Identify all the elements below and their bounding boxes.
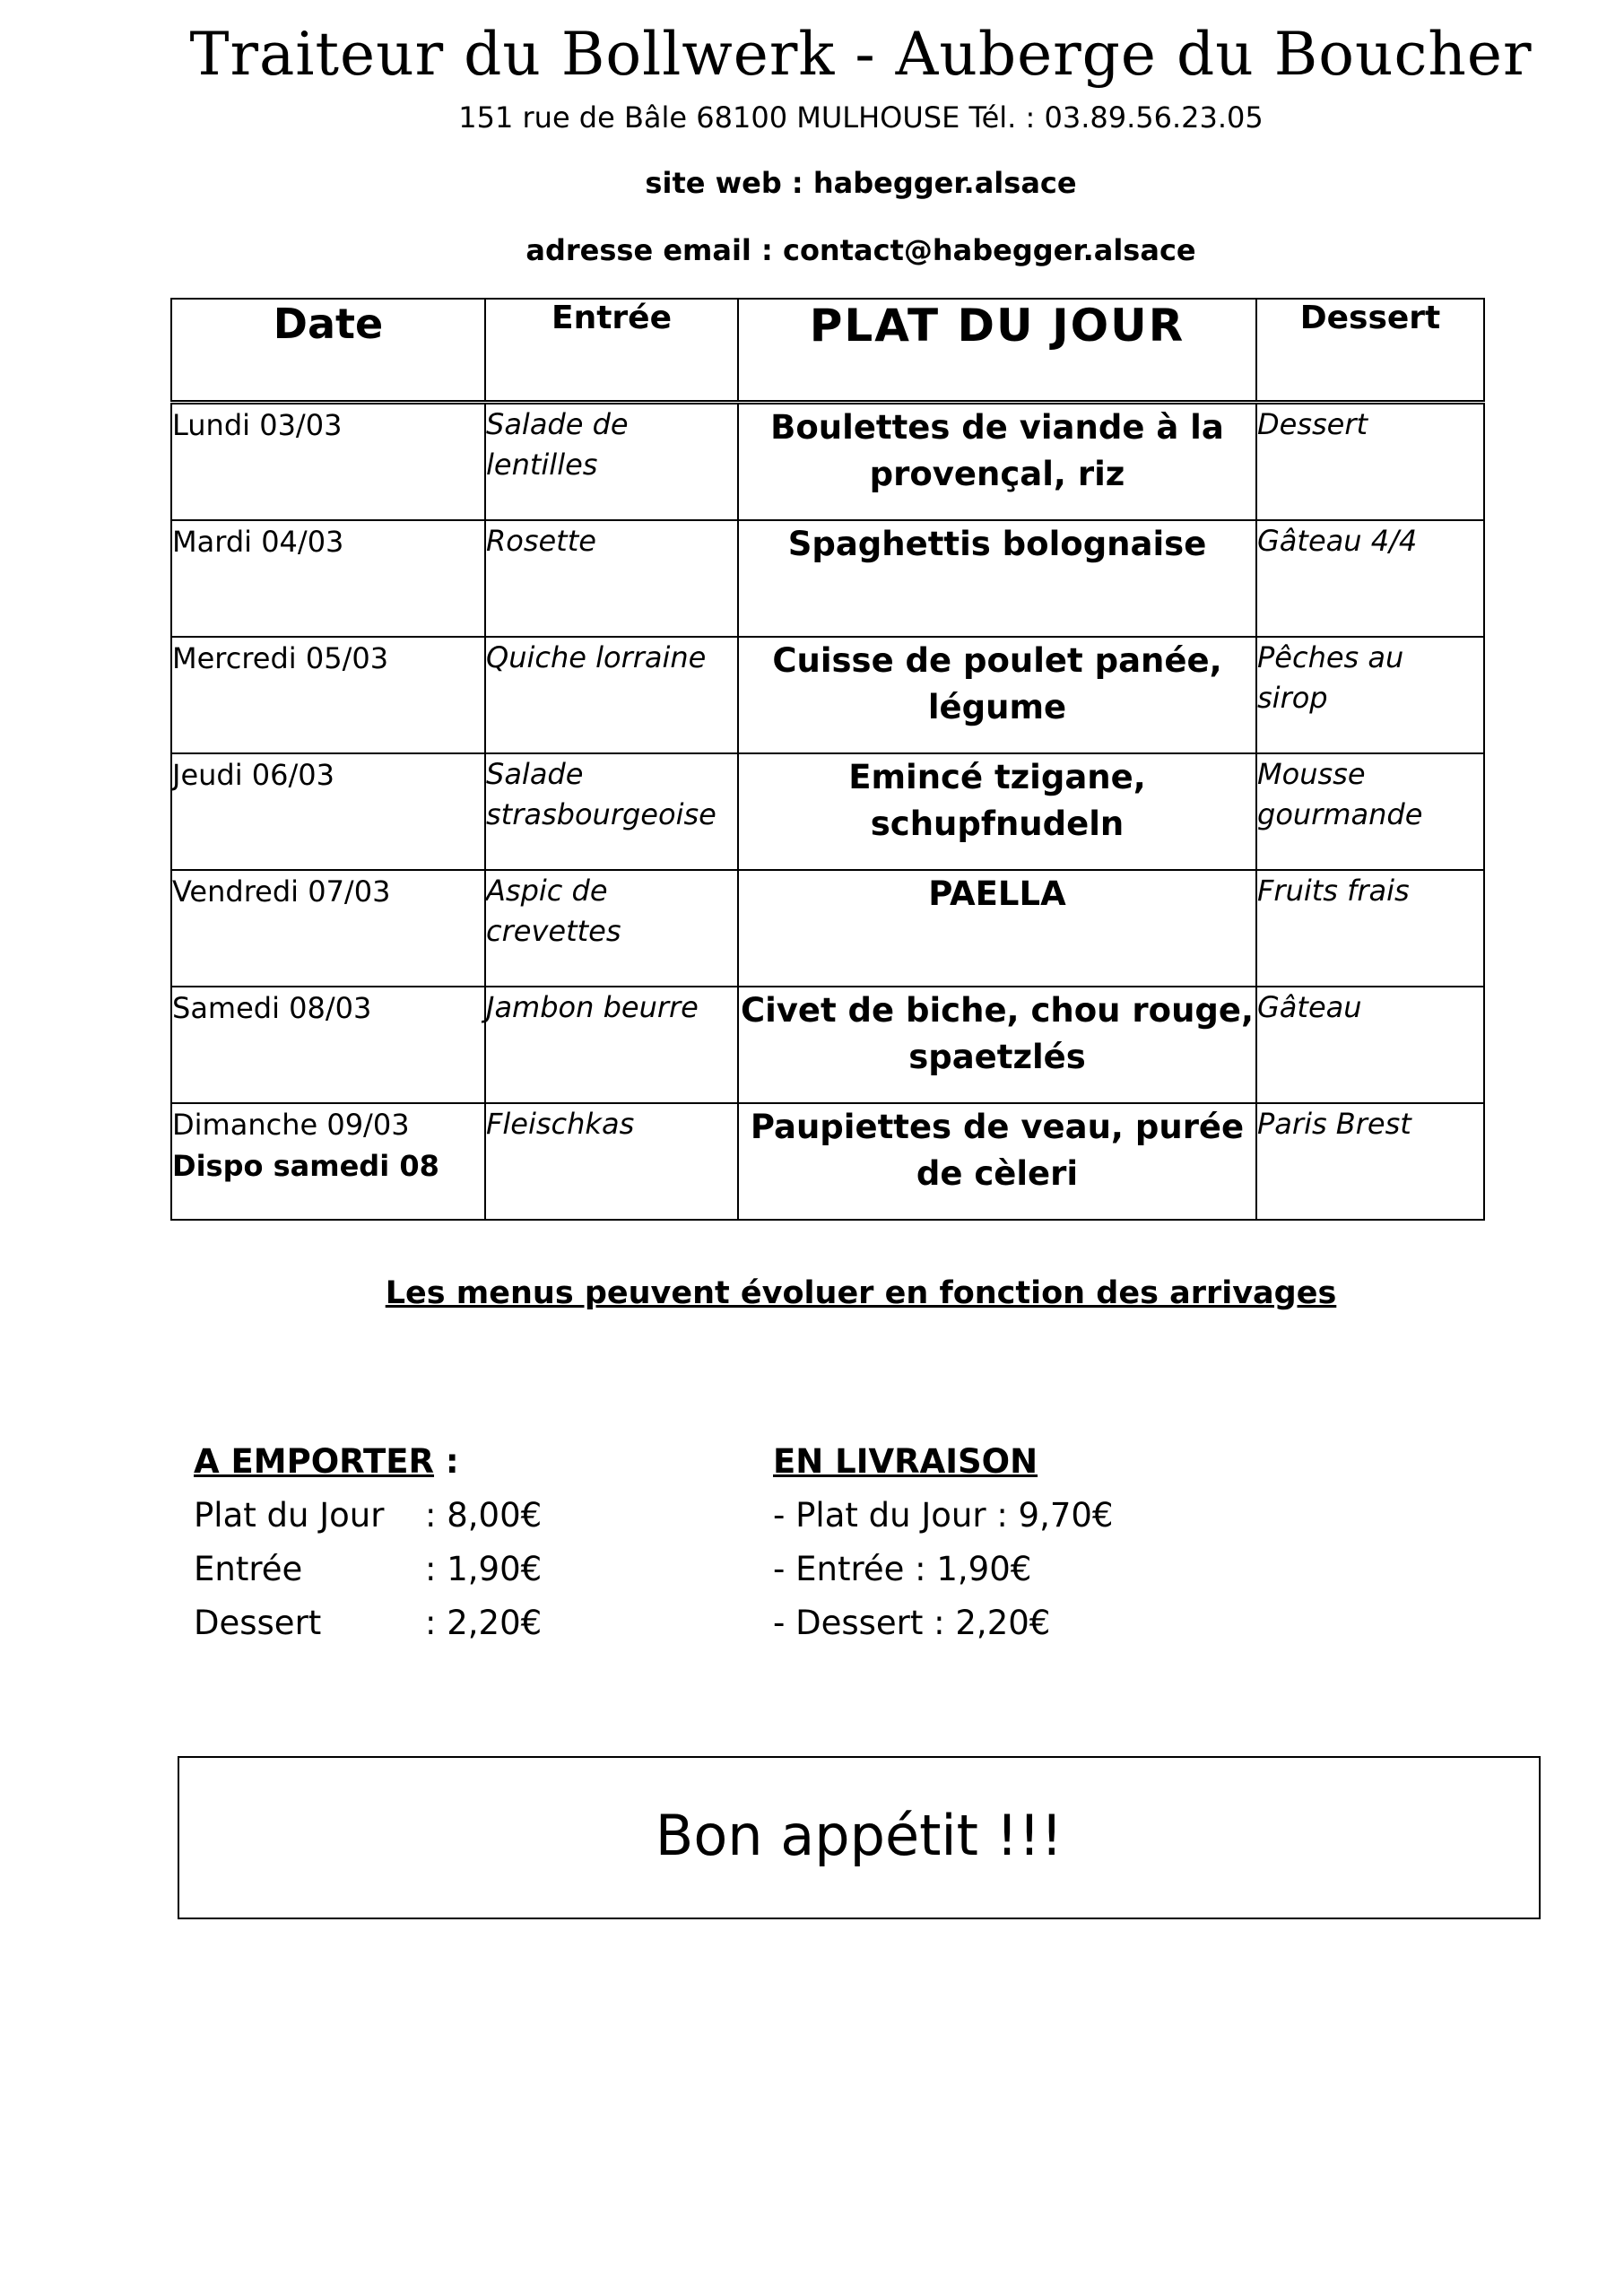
email-line: adresse email : contact@habegger.alsace bbox=[525, 233, 1196, 267]
menu-plat: Emincé tzigane, schupfnudeln bbox=[738, 753, 1256, 870]
menu-dessert: Pêches au sirop bbox=[1256, 637, 1484, 753]
menu-entree: Fleischkas bbox=[485, 1103, 738, 1220]
menu-date-label: Mercredi 05/03 bbox=[172, 641, 389, 675]
delivery-title bbox=[773, 1435, 1113, 1489]
menu-date-label: Jeudi 06/03 bbox=[172, 758, 334, 792]
table-row bbox=[171, 870, 1484, 987]
column-header-date: Date bbox=[171, 299, 485, 403]
footer-box bbox=[178, 1756, 1541, 1919]
bon-appetit-text: Bon appétit !!! bbox=[655, 1803, 1064, 1868]
menu-date bbox=[171, 870, 485, 987]
price-label: Plat du Jour bbox=[194, 1496, 385, 1535]
menu-plat: Boulettes de viande à la provençal, riz bbox=[738, 403, 1256, 521]
delivery-price-line: - Plat du Jour : 9,70€ bbox=[773, 1496, 1114, 1535]
website-line: site web : habegger.alsace bbox=[645, 166, 1077, 200]
price-value: : 2,20€ bbox=[425, 1604, 543, 1642]
restaurant-address: 151 rue de Bâle 68100 MULHOUSE Tél. : 03.89.56.23.05 bbox=[458, 100, 1264, 135]
delivery-title-text: EN LIVRAISON bbox=[773, 1442, 1038, 1481]
menu-dessert: Gâteau 4/4 bbox=[1256, 520, 1484, 637]
menu-dessert: Gâteau bbox=[1256, 987, 1484, 1103]
menu-dessert: Paris Brest bbox=[1256, 1103, 1484, 1220]
column-header-dessert: Dessert bbox=[1256, 299, 1484, 403]
menu-date-label: Dimanche 09/03 bbox=[172, 1108, 410, 1142]
menu-dessert: Mousse gourmande bbox=[1256, 753, 1484, 870]
restaurant-title: Traiteur du Bollwerk - Auberge du Boucher bbox=[189, 20, 1533, 89]
column-header-entree: Entrée bbox=[485, 299, 738, 403]
price-label: Dessert bbox=[194, 1604, 322, 1642]
price-row bbox=[194, 1489, 542, 1543]
table-row bbox=[171, 753, 1484, 870]
takeaway-title bbox=[194, 1435, 542, 1489]
menu-date bbox=[171, 637, 485, 753]
delivery-price-line: - Entrée : 1,90€ bbox=[773, 1550, 1032, 1588]
menu-date-note: Dispo samedi 08 bbox=[172, 1149, 439, 1183]
menu-dessert: Dessert bbox=[1256, 403, 1484, 521]
column-header-plat-du-jour: PLAT DU JOUR bbox=[738, 299, 1256, 403]
menu-date-label: Mardi 04/03 bbox=[172, 525, 344, 559]
menu-date-label: Lundi 03/03 bbox=[172, 408, 343, 442]
table-row bbox=[171, 637, 1484, 753]
price-label: Entrée bbox=[194, 1550, 303, 1588]
menu-date bbox=[171, 403, 485, 521]
menu-date-label: Samedi 08/03 bbox=[172, 991, 372, 1025]
menu-entree: Quiche lorraine bbox=[485, 637, 738, 753]
table-row bbox=[171, 403, 1484, 521]
menu-entree: Salade de lentilles bbox=[485, 403, 738, 521]
menu-entree: Rosette bbox=[485, 520, 738, 637]
menu-date bbox=[171, 987, 485, 1103]
menu-entree: Jambon beurre bbox=[485, 987, 738, 1103]
menu-plat: Civet de biche, chou rouge, spaetzlés bbox=[738, 987, 1256, 1103]
takeaway-pricing bbox=[194, 1435, 542, 1650]
price-row bbox=[194, 1596, 542, 1650]
delivery-price-line: - Dessert : 2,20€ bbox=[773, 1604, 1051, 1642]
menu-date bbox=[171, 520, 485, 637]
price-row bbox=[194, 1543, 542, 1596]
menu-plat: Cuisse de poulet panée, légume bbox=[738, 637, 1256, 753]
menu-entree: Salade strasbourgeoise bbox=[485, 753, 738, 870]
menu-plat: PAELLA bbox=[738, 870, 1256, 987]
price-value: : 1,90€ bbox=[425, 1550, 543, 1588]
menu-date-label: Vendredi 07/03 bbox=[172, 874, 391, 909]
menu-date bbox=[171, 1103, 485, 1220]
delivery-pricing bbox=[773, 1435, 1113, 1650]
takeaway-title-text: A EMPORTER bbox=[194, 1442, 435, 1481]
menu-dessert: Fruits frais bbox=[1256, 870, 1484, 987]
weekly-menu-table bbox=[170, 298, 1485, 1221]
table-row bbox=[171, 520, 1484, 637]
takeaway-title-suffix: : bbox=[434, 1442, 459, 1481]
menu-entree: Aspic de crevettes bbox=[485, 870, 738, 987]
menu-plat: Spaghettis bolognaise bbox=[738, 520, 1256, 637]
table-row bbox=[171, 987, 1484, 1103]
table-row bbox=[171, 1103, 1484, 1220]
menu-date bbox=[171, 753, 485, 870]
menu-plat: Paupiettes de veau, purée de cèleri bbox=[738, 1103, 1256, 1220]
price-value: : 8,00€ bbox=[425, 1496, 543, 1535]
menu-notice: Les menus peuvent évoluer en fonction des arrivages bbox=[385, 1275, 1337, 1311]
menu-header-row bbox=[171, 299, 1484, 403]
